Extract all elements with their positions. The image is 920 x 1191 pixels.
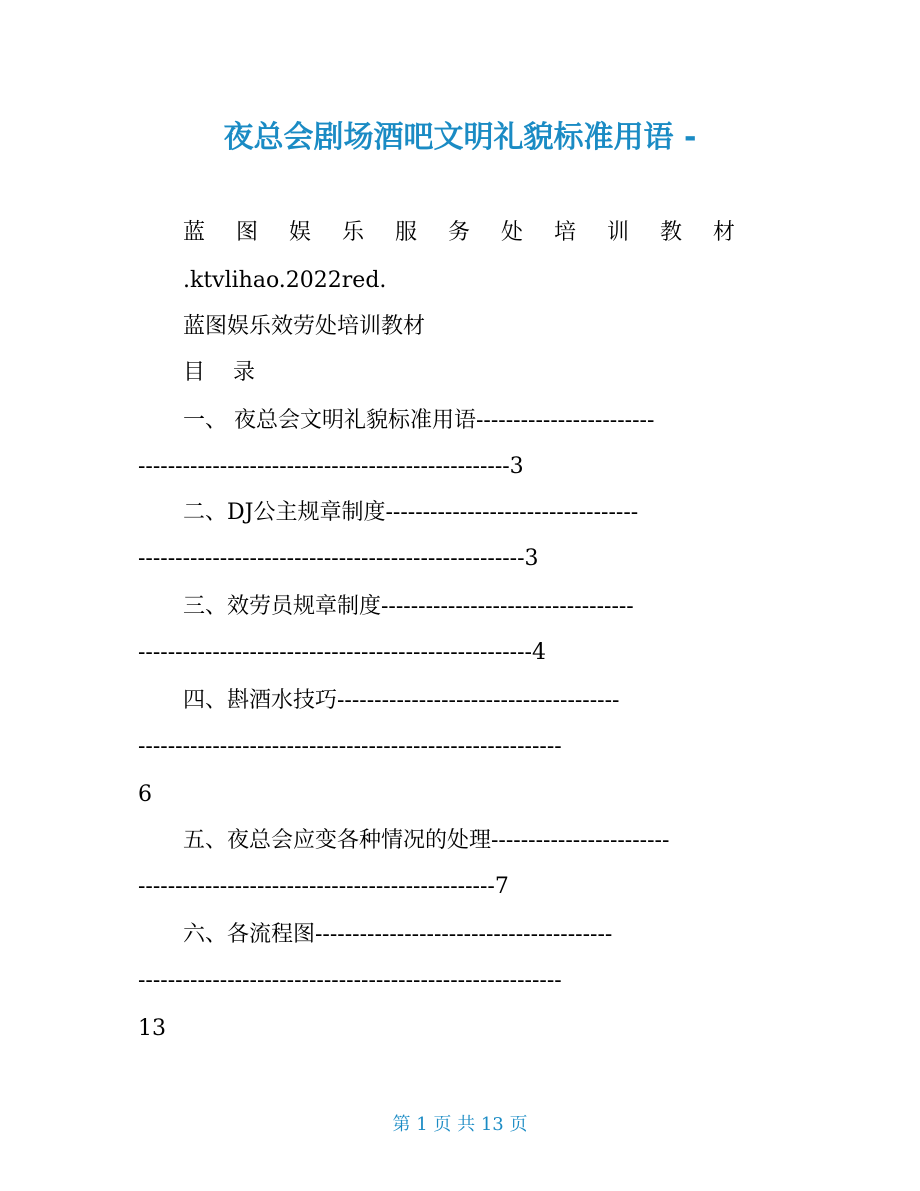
toc-entry-3-leader: -----------------------------------------------------4 — [138, 640, 546, 665]
toc-entry-6-page: 13 — [138, 1016, 166, 1041]
toc-entry-1: 一、 夜总会文明礼貌标准用语------------------------ — [183, 408, 655, 433]
toc-entry-2: 二、DJ公主规章制度---------------------------------- — [183, 500, 639, 525]
toc-entry-6-leader: --------------------------------------------------------- — [138, 968, 562, 993]
toc-entry-4: 四、斟酒水技巧-------------------------------------- — [183, 688, 620, 713]
toc-entry-4-page: 6 — [138, 782, 152, 807]
training-material-subheading: 蓝图娱乐效劳处培训教材 — [183, 314, 426, 339]
toc-entry-3: 三、效劳员规章制度---------------------------------- — [183, 594, 634, 619]
toc-entry-5-leader: ------------------------------------------------7 — [138, 874, 509, 899]
toc-entry-6: 六、各流程图---------------------------------------- — [183, 922, 613, 947]
website-line: .ktvlihao.2022red. — [183, 268, 387, 293]
document-title: 夜总会剧场酒吧文明礼貌标准用语 - — [223, 120, 697, 155]
toc-entry-4-leader: --------------------------------------------------------- — [138, 734, 562, 759]
toc-entry-2-leader: ----------------------------------------------------3 — [138, 546, 539, 571]
toc-entry-5: 五、夜总会应变各种情况的处理------------------------ — [183, 828, 670, 853]
page-footer: 第 1 页 共 13 页 — [392, 1114, 528, 1135]
toc-heading: 目 录 — [183, 360, 255, 385]
training-material-heading: 蓝 图 娱 乐 服 务 处 培 训 教 材 — [183, 220, 747, 245]
toc-entry-1-leader: --------------------------------------------------3 — [138, 454, 524, 479]
